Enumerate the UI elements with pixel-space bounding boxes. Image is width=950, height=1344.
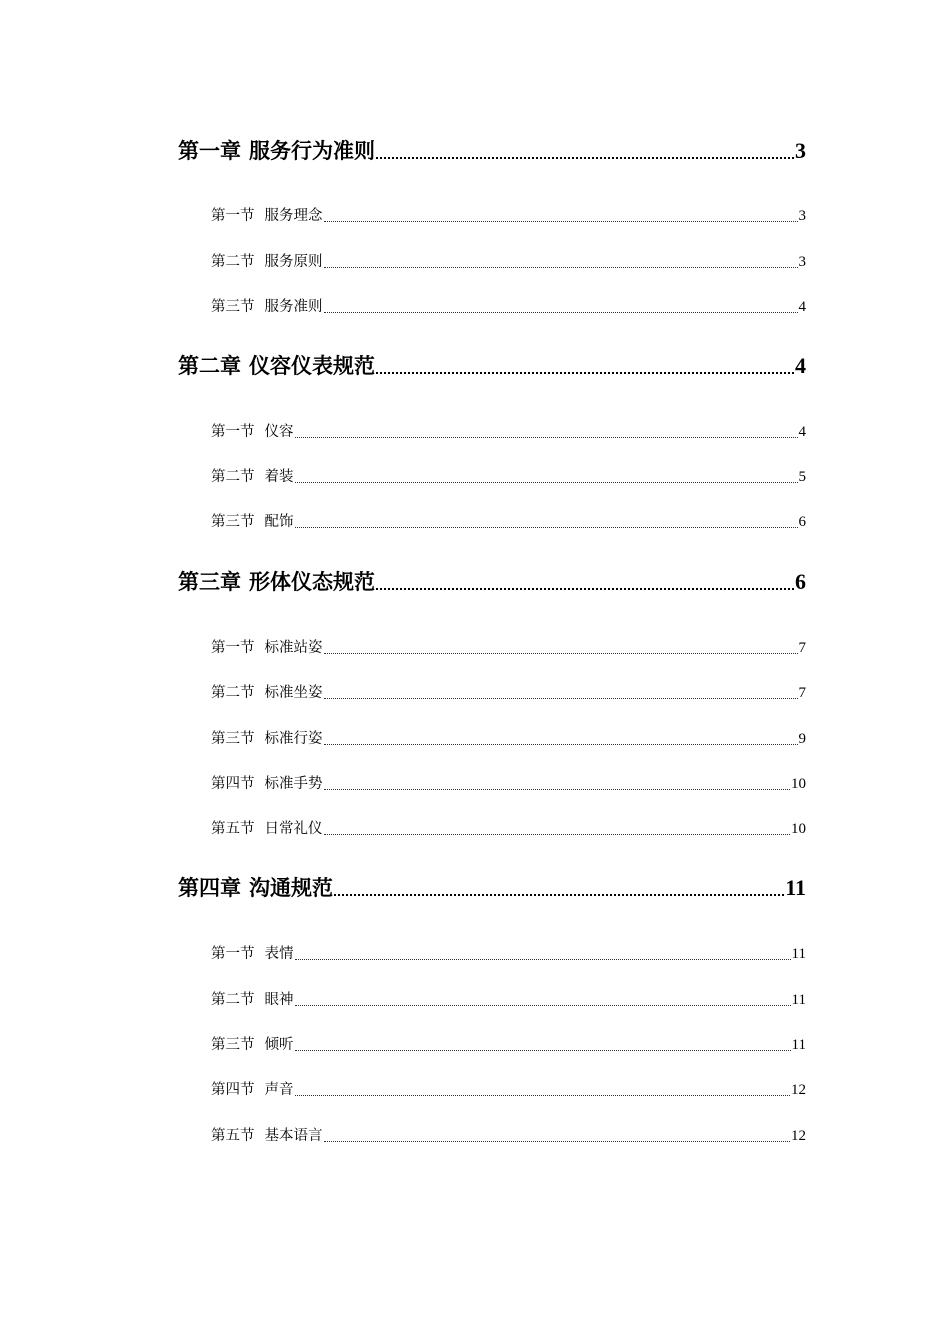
dot-leader [324, 251, 798, 273]
section-page-number: 5 [798, 469, 806, 485]
toc-section-1-1[interactable] [211, 205, 806, 227]
toc-chapter-3[interactable] [178, 567, 806, 597]
toc-section-3-4[interactable] [211, 773, 806, 795]
toc-section-1-3[interactable] [211, 296, 806, 318]
toc-section-2-2[interactable] [211, 466, 806, 488]
section-page-number: 7 [798, 685, 806, 701]
section-number: 第四节 [211, 1082, 255, 1098]
dot-leader [295, 466, 798, 488]
toc-section-2-1[interactable] [211, 421, 806, 443]
toc-section-4-2[interactable] [211, 989, 806, 1011]
section-title: 标准站姿 [264, 640, 323, 656]
section-number: 第一节 [211, 424, 255, 440]
toc-section-2-3[interactable] [211, 511, 806, 533]
chapter-number: 第三章 [178, 570, 241, 594]
chapter-title: 沟通规范 [249, 876, 333, 900]
section-number: 第三节 [211, 514, 255, 530]
section-title: 日常礼仪 [264, 821, 323, 837]
toc-section-4-5[interactable] [211, 1125, 806, 1147]
dot-leader [295, 989, 791, 1011]
dot-leader [324, 728, 798, 750]
section-title: 倾听 [264, 1037, 294, 1053]
section-title: 标准坐姿 [264, 685, 323, 701]
toc-section-1-2[interactable] [211, 251, 806, 273]
section-number: 第二节 [211, 469, 255, 485]
dot-leader [324, 296, 798, 318]
section-page-number: 3 [798, 208, 806, 224]
dot-leader [324, 682, 798, 704]
chapter-page-number: 4 [795, 353, 806, 378]
dot-leader [295, 421, 798, 443]
section-number: 第四节 [211, 776, 255, 792]
section-number: 第五节 [211, 1128, 255, 1144]
chapter-title: 仪容仪表规范 [249, 354, 375, 378]
section-title: 基本语言 [264, 1128, 323, 1144]
toc-chapter-4[interactable] [178, 873, 806, 903]
section-page-number: 4 [798, 424, 806, 440]
section-page-number: 11 [791, 992, 806, 1008]
toc-chapter-2[interactable] [178, 351, 806, 381]
chapter-title: 形体仪态规范 [249, 570, 375, 594]
chapter-number: 第二章 [178, 354, 241, 378]
toc-section-4-4[interactable] [211, 1079, 806, 1101]
section-number: 第三节 [211, 299, 255, 315]
section-page-number: 11 [791, 946, 806, 962]
section-title: 标准手势 [264, 776, 323, 792]
dot-leader [376, 351, 794, 381]
section-title: 服务理念 [264, 208, 323, 224]
section-title: 仪容 [264, 424, 294, 440]
dot-leader [295, 1079, 791, 1101]
section-page-number: 9 [798, 731, 806, 747]
toc-section-3-1[interactable] [211, 637, 806, 659]
toc-chapter-1[interactable] [178, 136, 806, 166]
toc-section-4-3[interactable] [211, 1034, 806, 1056]
section-title: 着装 [264, 469, 294, 485]
toc-section-3-3[interactable] [211, 728, 806, 750]
chapter-page-number: 3 [795, 138, 806, 163]
section-page-number: 7 [798, 640, 806, 656]
dot-leader [334, 873, 784, 903]
section-page-number: 6 [798, 514, 806, 530]
dot-leader [324, 637, 798, 659]
dot-leader [324, 773, 791, 795]
chapter-number: 第四章 [178, 876, 241, 900]
toc-section-4-1[interactable] [211, 943, 806, 965]
section-title: 声音 [264, 1082, 294, 1098]
section-number: 第一节 [211, 946, 255, 962]
chapter-number: 第一章 [178, 139, 241, 163]
dot-leader [376, 136, 794, 166]
section-page-number: 3 [798, 254, 806, 270]
dot-leader [295, 1034, 791, 1056]
toc-section-3-5[interactable] [211, 818, 806, 840]
section-number: 第三节 [211, 1037, 255, 1053]
dot-leader [295, 943, 791, 965]
section-title: 服务准则 [264, 299, 323, 315]
section-page-number: 12 [791, 1128, 806, 1144]
section-title: 表情 [264, 946, 294, 962]
dot-leader [324, 818, 791, 840]
toc-section-3-2[interactable] [211, 682, 806, 704]
section-number: 第二节 [211, 992, 255, 1008]
section-title: 标准行姿 [264, 731, 323, 747]
section-number: 第三节 [211, 731, 255, 747]
section-page-number: 4 [798, 299, 806, 315]
dot-leader [376, 567, 794, 597]
section-title: 配饰 [264, 514, 294, 530]
section-number: 第一节 [211, 640, 255, 656]
section-page-number: 10 [791, 821, 806, 837]
dot-leader [324, 205, 798, 227]
section-page-number: 12 [791, 1082, 806, 1098]
dot-leader [324, 1125, 791, 1147]
section-page-number: 11 [791, 1037, 806, 1053]
dot-leader [295, 511, 798, 533]
section-number: 第一节 [211, 208, 255, 224]
section-number: 第二节 [211, 685, 255, 701]
chapter-page-number: 11 [785, 875, 806, 900]
chapter-page-number: 6 [795, 569, 806, 594]
chapter-title: 服务行为准则 [249, 139, 375, 163]
section-title: 服务原则 [264, 254, 323, 270]
section-page-number: 10 [791, 776, 806, 792]
section-title: 眼神 [264, 992, 294, 1008]
section-number: 第二节 [211, 254, 255, 270]
section-number: 第五节 [211, 821, 255, 837]
